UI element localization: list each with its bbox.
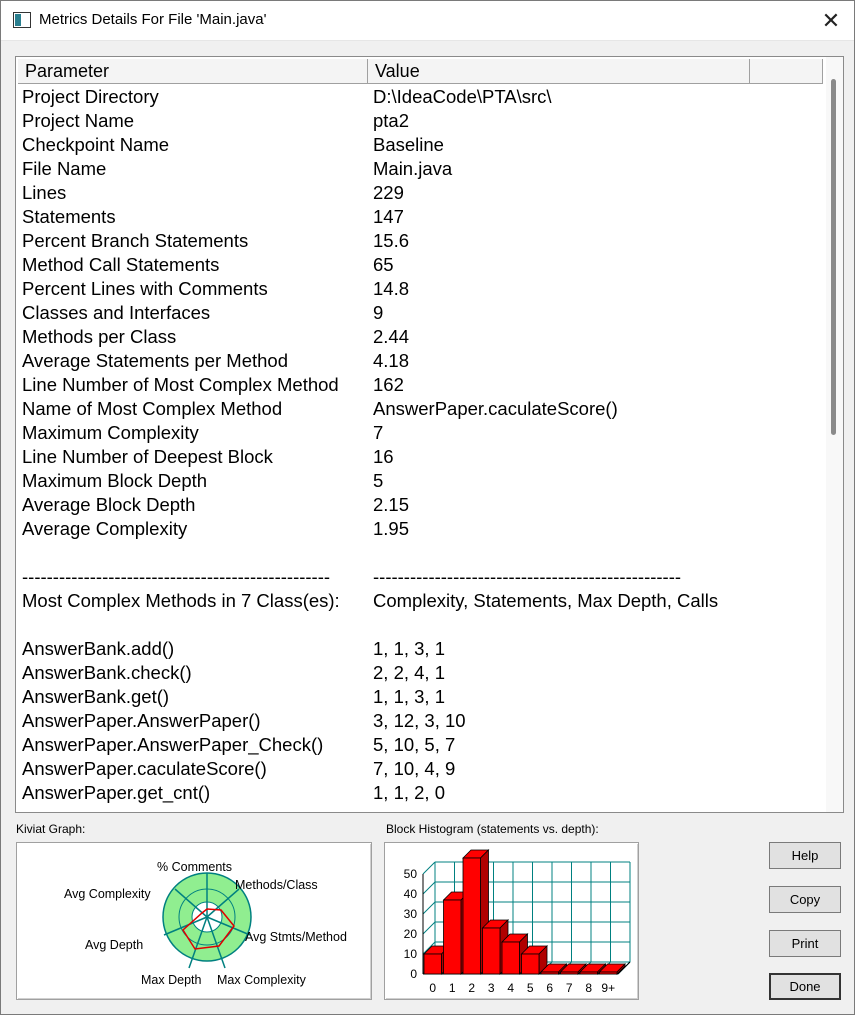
histogram-bar — [580, 972, 598, 974]
value-cell: 2.44 — [373, 326, 410, 347]
value-cell: 147 — [373, 206, 404, 227]
list-item[interactable] — [22, 637, 822, 661]
x-tick-label: 2 — [468, 981, 476, 995]
parameter-cell: -------------------------------------------------- — [22, 566, 331, 587]
value-cell: Main.java — [373, 158, 453, 179]
window-icon — [13, 12, 31, 28]
value-cell: 7 — [373, 422, 384, 443]
list-item[interactable] — [22, 733, 822, 757]
list-item[interactable] — [22, 373, 822, 397]
histogram-bar — [522, 954, 540, 974]
list-item[interactable] — [22, 421, 822, 445]
value-cell: Baseline — [373, 134, 444, 155]
histogram-bar — [424, 954, 442, 974]
column-header-value[interactable]: Value — [368, 59, 750, 84]
value-cell: 2, 2, 4, 1 — [373, 662, 445, 683]
x-tick-label: 0 — [429, 981, 437, 995]
parameter-cell: Name of Most Complex Method — [22, 398, 283, 419]
list-item[interactable] — [22, 517, 822, 541]
parameter-cell: Average Complexity — [22, 518, 188, 539]
list-item[interactable] — [22, 229, 822, 253]
histogram-bar — [483, 928, 501, 974]
value-cell: 5, 10, 5, 7 — [373, 734, 456, 755]
parameter-cell: Methods per Class — [22, 326, 177, 347]
parameter-cell: AnswerBank.get() — [22, 686, 170, 707]
parameter-cell: Project Name — [22, 110, 135, 131]
parameter-cell: Maximum Complexity — [22, 422, 199, 443]
histogram-bar — [463, 858, 481, 974]
axis-label-methods-class: Methods/Class — [235, 878, 318, 892]
value-cell: -------------------------------------------------- — [373, 566, 682, 587]
value-cell: 229 — [373, 182, 404, 203]
histogram-bar — [600, 972, 618, 974]
value-cell: Complexity, Statements, Max Depth, Calls — [373, 590, 719, 611]
axis-label-comments: % Comments — [157, 860, 233, 874]
x-tick-label: 5 — [526, 981, 534, 995]
parameter-cell: Average Statements per Method — [22, 350, 289, 371]
list-item[interactable] — [22, 253, 822, 277]
list-item[interactable] — [22, 277, 822, 301]
list-item[interactable] — [22, 109, 822, 133]
print-button[interactable]: Print — [769, 930, 841, 957]
grid-line — [423, 862, 435, 874]
y-tick-label: 50 — [403, 867, 417, 881]
x-tick-label: 3 — [487, 981, 495, 995]
list-item[interactable] — [22, 493, 822, 517]
x-tick-label: 7 — [565, 981, 573, 995]
value-cell: 7, 10, 4, 9 — [373, 758, 456, 779]
parameter-cell: Statements — [22, 206, 116, 227]
parameter-cell: Checkpoint Name — [22, 134, 170, 155]
parameter-cell: Percent Lines with Comments — [22, 278, 268, 299]
list-header — [18, 59, 823, 84]
list-item[interactable] — [22, 325, 822, 349]
value-cell: 9 — [373, 302, 384, 323]
x-tick-label: 9+ — [601, 981, 616, 995]
y-tick-label: 40 — [403, 887, 417, 901]
axis-label-avg-stmts: Avg Stmts/Method — [245, 930, 347, 944]
column-header-parameter[interactable]: Parameter — [18, 59, 368, 84]
list-item[interactable] — [22, 541, 822, 565]
scrollbar-thumb[interactable] — [831, 79, 836, 435]
parameter-cell: Line Number of Deepest Block — [22, 446, 273, 467]
window-title: Metrics Details For File 'Main.java' — [39, 11, 267, 28]
list-item[interactable] — [22, 133, 822, 157]
value-cell: 1, 1, 3, 1 — [373, 638, 445, 659]
value-cell: 65 — [373, 254, 394, 275]
histogram-bar — [561, 972, 579, 974]
parameter-cell: AnswerBank.check() — [22, 662, 192, 683]
list-item[interactable] — [22, 397, 822, 421]
value-cell: 3, 12, 3, 10 — [373, 710, 466, 731]
parameter-cell: Line Number of Most Complex Method — [22, 374, 339, 395]
axis-label-avg-depth: Avg Depth — [85, 938, 144, 952]
title-bar — [1, 1, 854, 41]
kiviat-graph-panel — [16, 842, 372, 1000]
grid-line — [423, 902, 435, 914]
histogram-bar — [502, 942, 520, 974]
kiviat-graph-label: Kiviat Graph: — [16, 822, 86, 836]
x-tick-label: 6 — [546, 981, 554, 995]
value-cell: D:\IdeaCode\PTA\src\ — [373, 86, 552, 107]
value-cell: 16 — [373, 446, 394, 467]
block-histogram-chart — [385, 843, 640, 1001]
parameter-cell: Lines — [22, 182, 67, 203]
copy-button[interactable]: Copy — [769, 886, 841, 913]
value-cell: 15.6 — [373, 230, 410, 251]
value-cell: AnswerPaper.caculateScore() — [373, 398, 618, 419]
parameter-cell: Method Call Statements — [22, 254, 220, 275]
value-cell: 14.8 — [373, 278, 410, 299]
list-item[interactable] — [22, 349, 822, 373]
parameter-cell: AnswerPaper.AnswerPaper() — [22, 710, 261, 731]
histogram-bar — [541, 972, 559, 974]
block-histogram-label: Block Histogram (statements vs. depth): — [386, 822, 599, 836]
value-cell: 1, 1, 3, 1 — [373, 686, 445, 707]
parameter-cell: Percent Branch Statements — [22, 230, 249, 251]
value-cell: 1.95 — [373, 518, 410, 539]
parameter-cell: AnswerBank.add() — [22, 638, 175, 659]
list-item[interactable] — [22, 565, 822, 589]
parameter-cell: AnswerPaper.AnswerPaper_Check() — [22, 734, 324, 755]
y-tick-label: 0 — [410, 967, 417, 981]
list-item[interactable] — [22, 205, 822, 229]
list-item[interactable] — [22, 157, 822, 181]
kiviat-graph — [17, 843, 373, 1001]
list-item[interactable] — [22, 613, 822, 637]
list-item[interactable] — [22, 781, 822, 805]
axis-label-max-depth: Max Depth — [141, 973, 202, 987]
list-item[interactable] — [22, 181, 822, 205]
close-button[interactable]: ✕ — [821, 8, 841, 33]
list-item[interactable] — [22, 589, 822, 613]
parameter-cell: Project Directory — [22, 86, 159, 107]
x-tick-label: 1 — [448, 981, 456, 995]
axis-label-max-complexity: Max Complexity — [217, 973, 306, 987]
list-item[interactable] — [22, 709, 822, 733]
parameter-cell: Maximum Block Depth — [22, 470, 208, 491]
x-tick-label: 8 — [585, 981, 593, 995]
list-item[interactable] — [22, 469, 822, 493]
done-button[interactable]: Done — [769, 973, 841, 1000]
value-cell: pta2 — [373, 110, 410, 131]
parameter-cell: AnswerPaper.caculateScore() — [22, 758, 267, 779]
axis-label-avg-complexity: Avg Complexity — [64, 887, 151, 901]
metrics-rows — [22, 85, 822, 805]
histogram-bar — [444, 900, 462, 974]
parameter-cell: Most Complex Methods in 7 Class(es): — [22, 590, 340, 611]
x-tick-label: 4 — [507, 981, 515, 995]
parameter-cell: AnswerPaper.get_cnt() — [22, 782, 211, 803]
list-item[interactable] — [22, 301, 822, 325]
vertical-scrollbar[interactable] — [826, 57, 843, 812]
grid-line — [423, 882, 435, 894]
list-item[interactable] — [22, 85, 822, 109]
value-cell: 162 — [373, 374, 404, 395]
list-item[interactable] — [22, 445, 822, 469]
list-item[interactable] — [22, 757, 822, 781]
value-cell: 4.18 — [373, 350, 410, 371]
y-tick-label: 10 — [403, 947, 417, 961]
list-item[interactable] — [22, 685, 822, 709]
value-cell: 5 — [373, 470, 384, 491]
parameter-cell: Classes and Interfaces — [22, 302, 211, 323]
value-cell: 2.15 — [373, 494, 410, 515]
help-button[interactable]: Help — [769, 842, 841, 869]
value-cell: 1, 1, 2, 0 — [373, 782, 445, 803]
y-tick-label: 20 — [403, 927, 417, 941]
metrics-report-list[interactable] — [15, 56, 844, 813]
column-header-extra[interactable] — [750, 59, 823, 84]
list-item[interactable] — [22, 661, 822, 685]
grid-line — [423, 922, 435, 934]
parameter-cell: Average Block Depth — [22, 494, 196, 515]
block-histogram-panel — [384, 842, 639, 1000]
y-tick-label: 30 — [403, 907, 417, 921]
parameter-cell: File Name — [22, 158, 107, 179]
